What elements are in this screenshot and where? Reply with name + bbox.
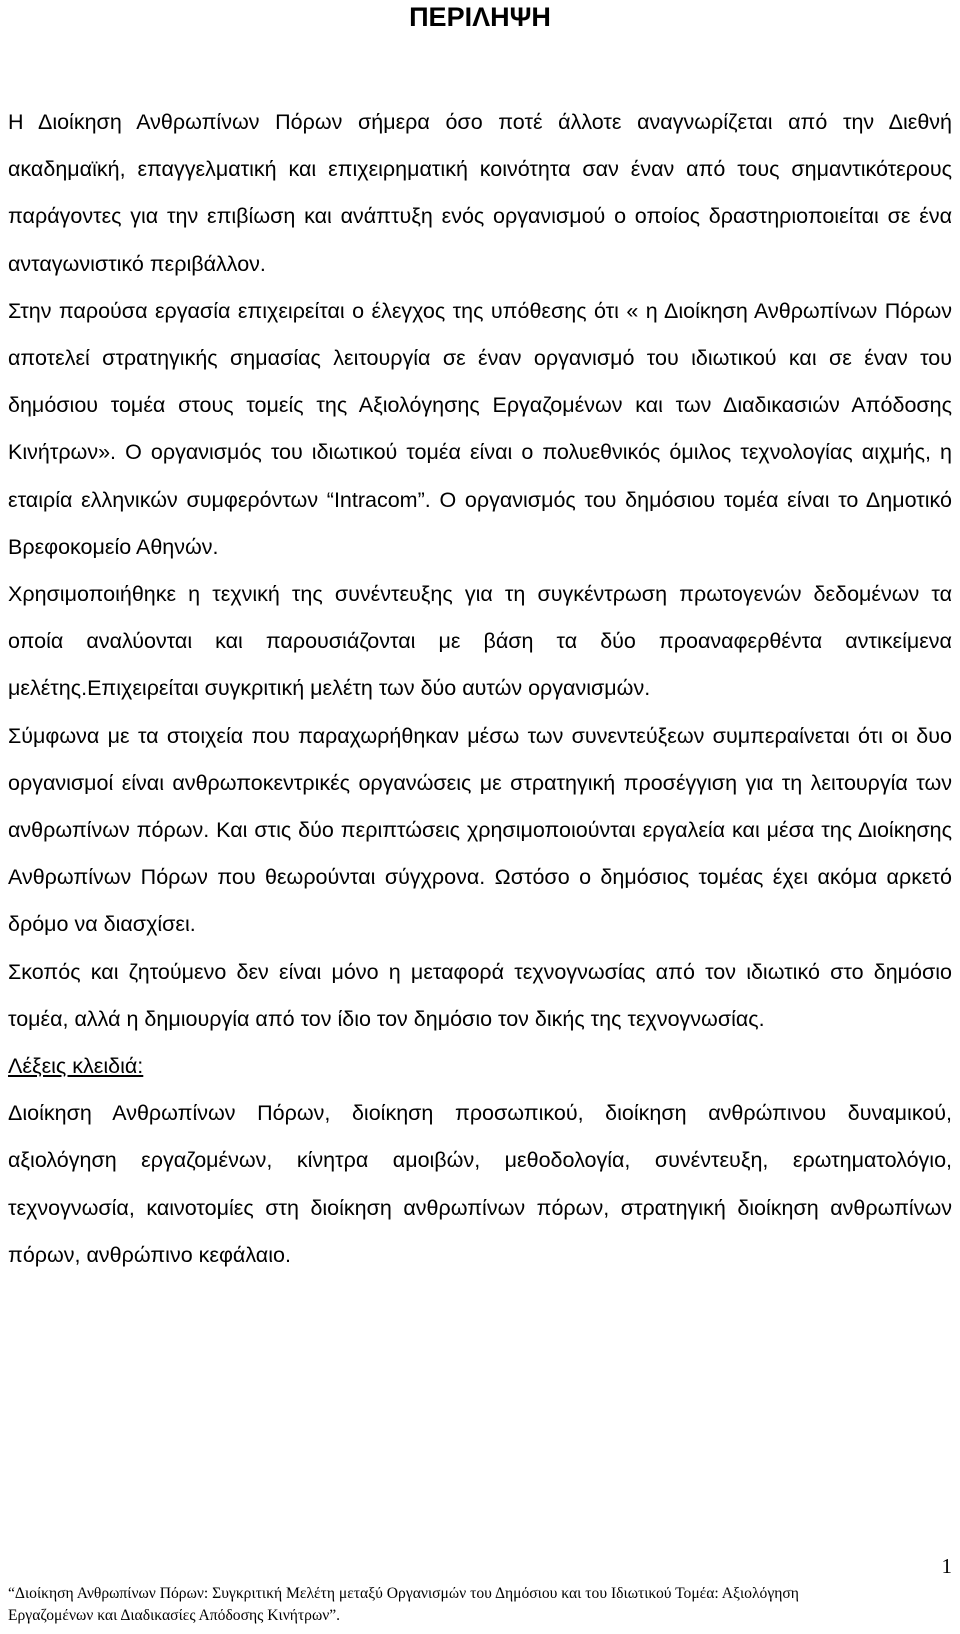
page-footer: [8, 1583, 952, 1627]
footer-line-1: “Διοίκηση Ανθρωπίνων Πόρων: Συγκριτική Μελέτη μεταξύ Οργανισμών του Δημόσιου και του Ιδιωτικού Τομέα: Αξιολόγηση: [8, 1585, 799, 1602]
paragraph-findings: Σύμφωνα με τα στοιχεία που παραχωρήθηκαν μέσω των συνεντεύξεων συμπεραίνεται ότι οι δυο οργανισμοί είναι ανθρωποκεντρικές οργανώσεις με στρατηγική προσέγγιση για τη λειτουργία των ανθρωπίνων πόρων. Και στις δύο περιπτώσεις χρησιμοποιούνται εργαλεία και μέσα της Διοίκησης Ανθρωπίνων Πόρων που θεωρούνται σύγχρονα. Ωστόσο ο δημόσιος τομέας έχει ακόμα αρκετό δρόμο να διασχίσει.: [8, 723, 952, 937]
paragraph-hypothesis: Στην παρούσα εργασία επιχειρείται ο έλεγχος της υπόθεσης ότι « η Διοίκηση Ανθρωπίνων Πόρων αποτελεί στρατηγικής σημασίας λειτουργία σε έναν οργανισμό του ιδιωτικού και σε έναν του δημόσιου τομέα στους τομείς της Αξιολόγησης Εργαζομένων και των Διαδικασιών Απόδοσης Κινήτρων». Ο οργανισμός του ιδιωτικού τομέα είναι ο πολυεθνικός όμιλος τεχνολογίας αιχμής, η εταιρία ελληνικών συμφερόντων “Intracom”. Ο οργανισμός του δημόσιου τομέα είναι το Δημοτικό Βρεφοκομείο Αθηνών.: [8, 298, 952, 559]
footer-line-2: Εργαζομένων και Διαδικασίες Απόδοσης Κινήτρων”.: [8, 1607, 341, 1624]
paragraph-purpose: Σκοπός και ζητούμενο δεν είναι μόνο η μεταφορά τεχνογνωσίας από τον ιδιωτικό στο δημόσιο τομέα, αλλά η δημιουργία από τον ίδιο τον δημόσιο τον δικής της τεχνογνωσίας.: [8, 959, 952, 1031]
paragraph-method: Χρησιμοποιήθηκε η τεχνική της συνέντευξης για τη συγκέντρωση πρωτογενών δεδομένων τα οποία αναλύονται και παρουσιάζονται με βάση τα δύο προαναφερθέντα αντικείμενα μελέτης.Επιχειρείται συγκριτική μελέτη των δύο αυτών οργανισμών.: [8, 582, 952, 701]
abstract-body: [8, 99, 952, 1279]
page-title: ΠΕΡΙΛΗΨΗ: [409, 2, 551, 32]
paragraph-intro: Η Διοίκηση Ανθρωπίνων Πόρων σήμερα όσο ποτέ άλλοτε αναγνωρίζεται από την Διεθνή ακαδημαϊκή, επαγγελματική και επιχειρηματική κοινότητα σαν έναν από τους σημαντικότερους παράγοντες για την επιβίωση και ανάπτυξη ενός οργανισμού ο οποίος δραστηριοποιείται σε ένα ανταγωνιστικό περιβάλλον.: [8, 110, 952, 276]
page-number: 1: [941, 1554, 952, 1578]
keywords-heading: Λέξεις κλειδιά:: [8, 1054, 144, 1079]
keywords-list: Διοίκηση Ανθρωπίνων Πόρων, διοίκηση προσωπικού, διοίκηση ανθρώπινου δυναμικού, αξιολόγηση εργαζομένων, κίνητρα αμοιβών, μεθοδολογία, συνέντευξη, ερωτηματολόγιο, τεχνογνωσία, καινοτομίες στη διοίκηση ανθρωπίνων πόρων, στρατηγική διοίκηση ανθρωπίνων πόρων, ανθρώπινο κεφάλαιο.: [8, 1101, 952, 1267]
